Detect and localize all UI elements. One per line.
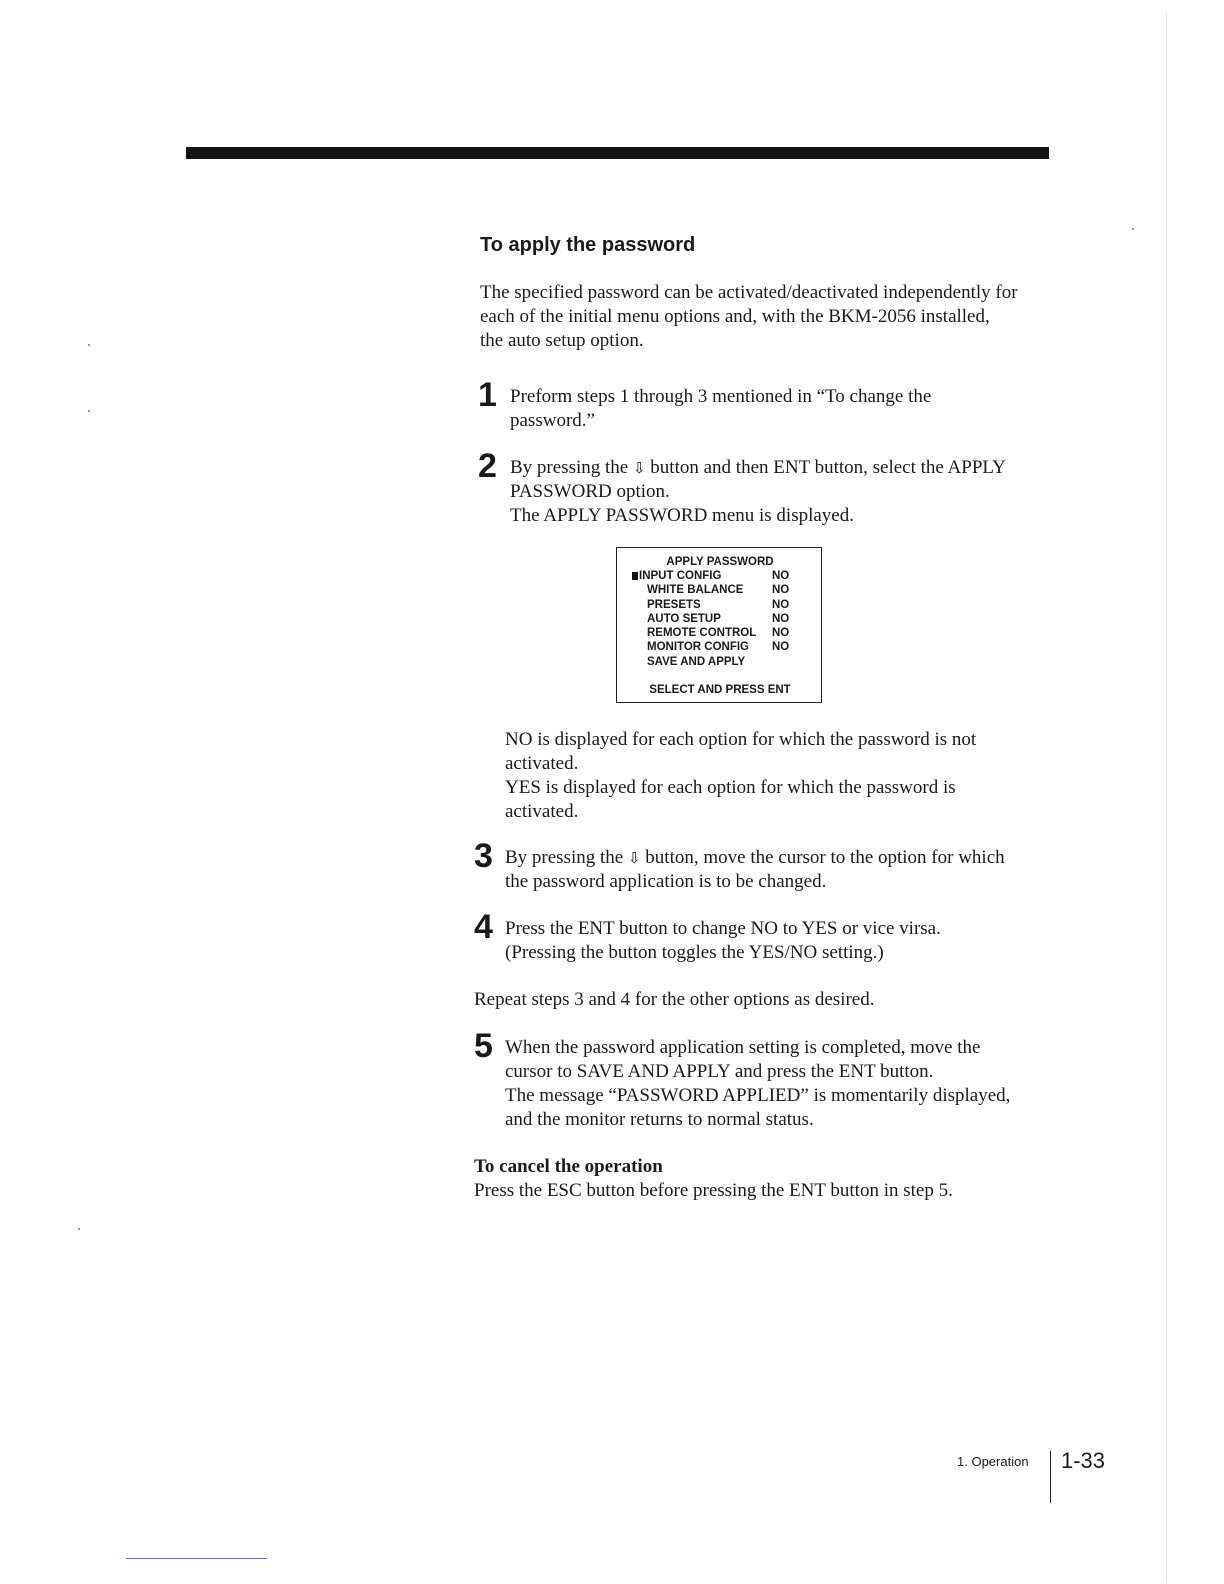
step-line: By pressing the ⇩ button and then ENT button, select the APPLY <box>510 457 1006 478</box>
step-3-text <box>505 846 1075 894</box>
step-line: Press the ENT button to change NO to YES or vice virsa. <box>505 918 941 939</box>
step-2-text <box>510 456 1080 528</box>
footer-divider <box>1050 1451 1051 1503</box>
cancel-text: Press the ESC button before pressing the ENT button in step 5. <box>474 1180 953 1201</box>
down-arrow-icon: ⇩ <box>632 459 646 477</box>
section-heading: To apply the password <box>480 234 696 256</box>
step-line: The APPLY PASSWORD menu is displayed. <box>510 505 854 526</box>
menu-row-monitor-config: MONITOR CONFIG NO <box>647 641 790 654</box>
step-1-text <box>510 385 1070 433</box>
step-4-text <box>505 917 1075 965</box>
step-line: and the monitor returns to normal status. <box>505 1109 814 1130</box>
intro-paragraph <box>480 281 1060 353</box>
menu-rows <box>639 569 819 669</box>
menu-row-white-balance: WHITE BALANCE NO <box>647 584 790 597</box>
scan-speck <box>78 1228 80 1230</box>
step-number: 5 <box>474 1027 493 1065</box>
cancel-heading: To cancel the operation <box>474 1156 663 1177</box>
step-line: The message “PASSWORD APPLIED” is momentarily displayed, <box>505 1085 1011 1106</box>
menu-row-save-and-apply: SAVE AND APPLY <box>647 655 746 668</box>
menu-row-auto-setup: AUTO SETUP NO <box>647 612 790 625</box>
scan-speck <box>88 344 90 346</box>
step-number: 1 <box>478 376 497 414</box>
step-line: Preform steps 1 through 3 mentioned in “To change the <box>510 386 932 407</box>
menu-row-presets: PRESETS NO <box>647 598 790 611</box>
step-line: (Pressing the button toggles the YES/NO setting.) <box>505 942 884 963</box>
step-line: password.” <box>510 410 595 431</box>
menu-row-remote-control: REMOTE CONTROL NO <box>647 627 790 640</box>
scan-speck <box>1132 228 1134 230</box>
intro-line: The specified password can be activated/deactivated independently for <box>480 282 1018 303</box>
step-5-text <box>505 1036 1085 1132</box>
step-number: 2 <box>478 447 497 485</box>
footer-section-label: 1. Operation <box>957 1454 1029 1469</box>
step-line: the password application is to be changed. <box>505 871 827 892</box>
bottom-rule <box>126 1558 267 1559</box>
scan-speck <box>88 410 90 412</box>
step-line: When the password application setting is completed, move the <box>505 1037 981 1058</box>
no-note: NO is displayed for each option for which the password is not activated. YES is displayed for each option for which the password is activated. <box>505 729 977 822</box>
menu-footer: SELECT AND PRESS ENT <box>649 684 791 696</box>
menu-row-input-config: INPUT CONFIG NO <box>639 569 819 583</box>
step-line: By pressing the ⇩ button, move the cursor to the option for which <box>505 847 1005 868</box>
cursor-icon <box>632 572 638 580</box>
step-number: 3 <box>474 837 493 875</box>
menu-title: APPLY PASSWORD <box>666 556 774 568</box>
step-line: cursor to SAVE AND APPLY and press the ENT button. <box>505 1061 934 1082</box>
repeat-note: Repeat steps 3 and 4 for the other options as desired. <box>474 989 875 1010</box>
intro-line: each of the initial menu options and, with the BKM-2056 installed, <box>480 306 990 327</box>
top-header-rule <box>186 147 1049 159</box>
page-number: 1-33 <box>1061 1448 1106 1473</box>
scan-edge-line <box>1166 12 1167 1582</box>
intro-line: the auto setup option. <box>480 330 644 351</box>
step-number: 4 <box>474 908 493 946</box>
step-line: PASSWORD option. <box>510 481 670 502</box>
apply-password-menu <box>616 547 822 703</box>
down-arrow-icon: ⇩ <box>627 849 641 867</box>
